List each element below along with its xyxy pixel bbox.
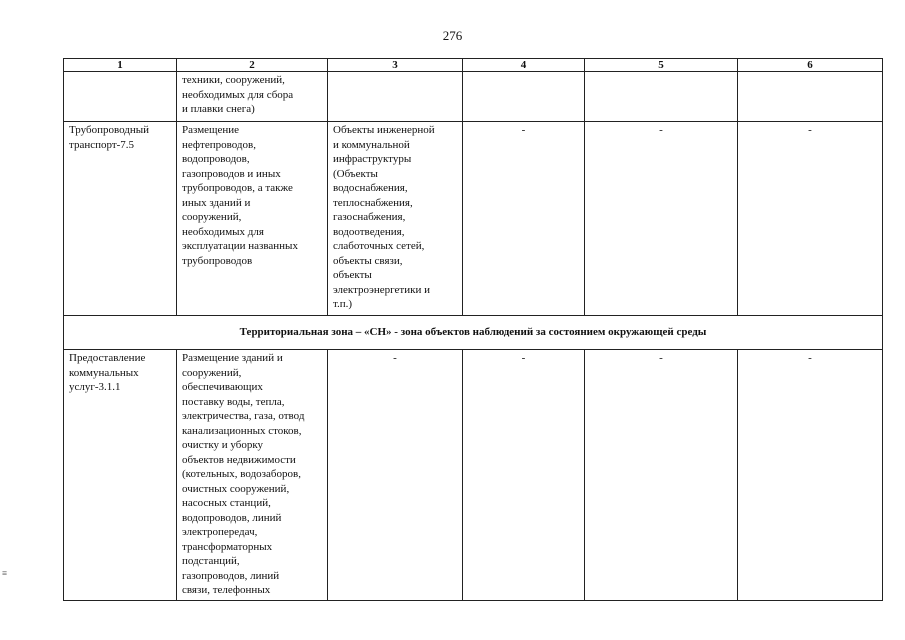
continuation-col5 [585,72,738,122]
zoning-table [63,58,883,601]
continuation-col2: техники, сооружений, необходимых для сбора и плавки снега) [177,72,328,122]
col4-cell: - [463,350,585,601]
continuation-col4 [463,72,585,122]
table-row [64,72,883,122]
column-header-6: 6 [738,59,883,72]
col6-cell: - [738,350,883,601]
zone-heading-row [64,316,883,350]
continuation-col1 [64,72,177,122]
continuation-col6 [738,72,883,122]
usage-description-cell: Размещение зданий и сооружений, обеспечивающих поставку воды, тепла, электричества, газа, отвод канализационных стоков, очистку и уборку объектов недвижимости (котельных, водозаборов, очистных сооружений, насосных станций, водопроводов, линий электропередач, трансформаторных подстанций, газопроводов, линий связи, телефонных [177,350,328,601]
col4-cell: - [463,122,585,316]
facility-type-cell: - [328,350,463,601]
col5-cell: - [585,122,738,316]
usage-type-cell: Предоставление коммунальных услуг-3.1.1 [64,350,177,601]
table-row [64,122,883,316]
continuation-col3 [328,72,463,122]
column-header-2: 2 [177,59,328,72]
page-number: 276 [442,28,463,43]
facility-type-cell: Объекты инженерной и коммунальной инфраструктуры (Объекты водоснабжения, теплоснабжения, газоснабжения, водоотведения, слаботочных сетей, объекты связи, объекты электроэнергетики и т.п.) [328,122,463,316]
usage-description-cell: Размещение нефтепроводов, водопроводов, газопроводов и иных трубопроводов, а также иных зданий и сооружений, необходимых для эксплуатации названных трубопроводов [177,122,328,316]
column-header-1: 1 [64,59,177,72]
table-row [64,350,883,601]
column-header-3: 3 [328,59,463,72]
column-header-5: 5 [585,59,738,72]
col5-cell: - [585,350,738,601]
table-header-row [64,59,883,72]
column-header-4: 4 [463,59,585,72]
col6-cell: - [738,122,883,316]
margin-mark: ≡ [2,568,8,578]
zone-heading: Территориальная зона – «СН» - зона объектов наблюдений за состоянием окружающей среды [64,316,883,350]
usage-type-cell: Трубопроводный транспорт-7.5 [64,122,177,316]
